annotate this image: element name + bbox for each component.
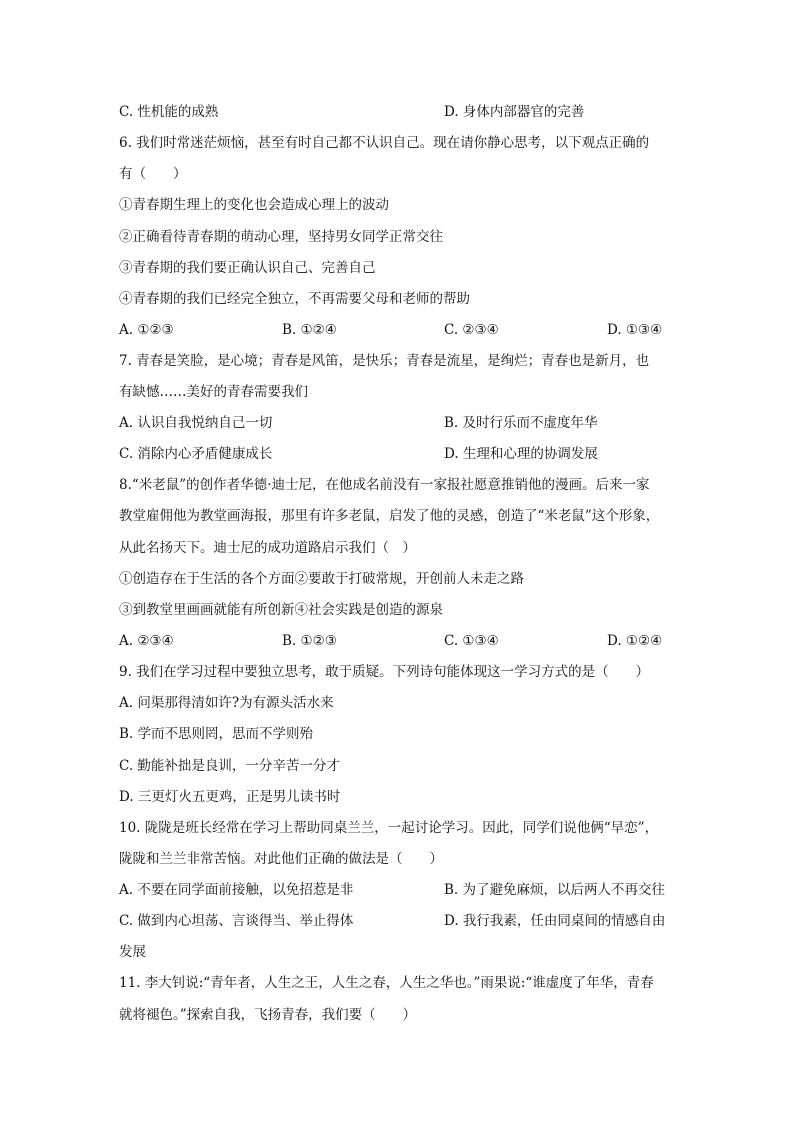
q9-stem: 9. 我们在学习过程中要独立思考，敢于质疑。下列诗句能体现这一学习方式的是（ ） bbox=[119, 664, 650, 680]
q6-option-d: D. ①③④ bbox=[607, 322, 663, 338]
q7-option-b: B. 及时行乐而不虚度年华 bbox=[444, 415, 598, 431]
q6-stem-line1: 6. 我们时常迷茫烦恼，甚至有时自己都不认识自己。现在请你静心思考，以下观点正确的 bbox=[119, 135, 650, 151]
q11-stem-line2: 就将褪色。”探索自我，飞扬青春，我们要（ ） bbox=[119, 1007, 417, 1023]
q6-option-b: B. ①②④ bbox=[282, 322, 337, 338]
q6-statement-3: ③青春期的我们要正确认识自己、完善自己 bbox=[119, 260, 376, 276]
q10-stem-line2: 陇陇和兰兰非常苦恼。对此他们正确的做法是（ ） bbox=[119, 851, 443, 867]
q10-option-a: A. 不要在同学面前接触，以免招惹是非 bbox=[119, 882, 354, 898]
q6-option-c: C. ②③④ bbox=[444, 322, 499, 338]
q6-statement-4: ④青春期的我们已经完全独立，不再需要父母和老师的帮助 bbox=[119, 291, 470, 307]
q8-stem-line2: 教堂雇佣他为教堂画海报，那里有许多老鼠，启发了他的灵感，创造了“米老鼠”这个形象， bbox=[119, 508, 660, 524]
q7-option-d: D. 生理和心理的协调发展 bbox=[444, 446, 598, 462]
q10-option-d-continued: 发展 bbox=[119, 944, 146, 960]
q8-stem-line1: 8.“米老鼠”的创作者华德·迪士尼，在他成名前没有一家报社愿意推销他的漫画。后来一家 bbox=[119, 477, 650, 493]
q7-stem-line1: 7. 青春是笑脸，是心境；青春是风笛，是快乐；青春是流星，是绚烂；青春也是新月，也 bbox=[119, 353, 650, 369]
q8-option-c: C. ①③④ bbox=[444, 633, 499, 649]
q9-option-d: D. 三更灯火五更鸡，正是男儿读书时 bbox=[119, 789, 341, 805]
q6-option-a: A. ①②③ bbox=[119, 322, 174, 338]
q8-option-d: D. ①②④ bbox=[607, 633, 663, 649]
q8-stem-line3: 从此名扬天下。迪士尼的成功道路启示我们（ ） bbox=[119, 540, 416, 556]
q8-statements-3-4: ③到教堂里画画就能有所创新④社会实践是创造的源泉 bbox=[119, 602, 443, 618]
q5-option-d: D. 身体内部器官的完善 bbox=[444, 104, 585, 120]
q10-option-d: D. 我行我素，任由同桌间的情感自由 bbox=[444, 913, 666, 929]
q10-option-b: B. 为了避免麻烦，以后两人不再交往 bbox=[444, 882, 666, 898]
q6-statement-2: ②正确看待青春期的萌动心理，坚持男女同学正常交往 bbox=[119, 229, 443, 245]
q8-option-a: A. ②③④ bbox=[119, 633, 174, 649]
q9-option-a: A. 问渠那得清如许?为有源头活水来 bbox=[119, 695, 334, 711]
q9-option-b: B. 学而不思则罔，思而不学则殆 bbox=[119, 726, 314, 742]
q8-statements-1-2: ①创造存在于生活的各个方面②要敢于打破常规，开创前人未走之路 bbox=[119, 571, 524, 587]
q10-stem-line1: 10. 陇陇是班长经常在学习上帮助同桌兰兰，一起讨论学习。因此，同学们说他俩“早恋”， bbox=[119, 820, 659, 836]
q11-stem-line1: 11. 李大钊说:“青年者，人生之王，人生之春，人生之华也。”雨果说:“谁虚度了年华，青春 bbox=[119, 975, 654, 991]
q8-option-b: B. ①②③ bbox=[282, 633, 337, 649]
q7-option-a: A. 认识自我悦纳自己一切 bbox=[119, 415, 273, 431]
q5-option-c: C. 性机能的成熟 bbox=[119, 104, 219, 120]
q10-option-c: C. 做到内心坦荡、言谈得当、举止得体 bbox=[119, 913, 354, 929]
q7-stem-line2: 有缺憾……美好的青春需要我们 bbox=[119, 384, 308, 400]
q9-option-c: C. 勤能补拙是良训，一分辛苦一分才 bbox=[119, 758, 340, 774]
q6-stem-line2: 有（ ） bbox=[119, 166, 187, 182]
q6-statement-1: ①青春期生理上的变化也会造成心理上的波动 bbox=[119, 197, 389, 213]
q7-option-c: C. 消除内心矛盾健康成长 bbox=[119, 446, 273, 462]
